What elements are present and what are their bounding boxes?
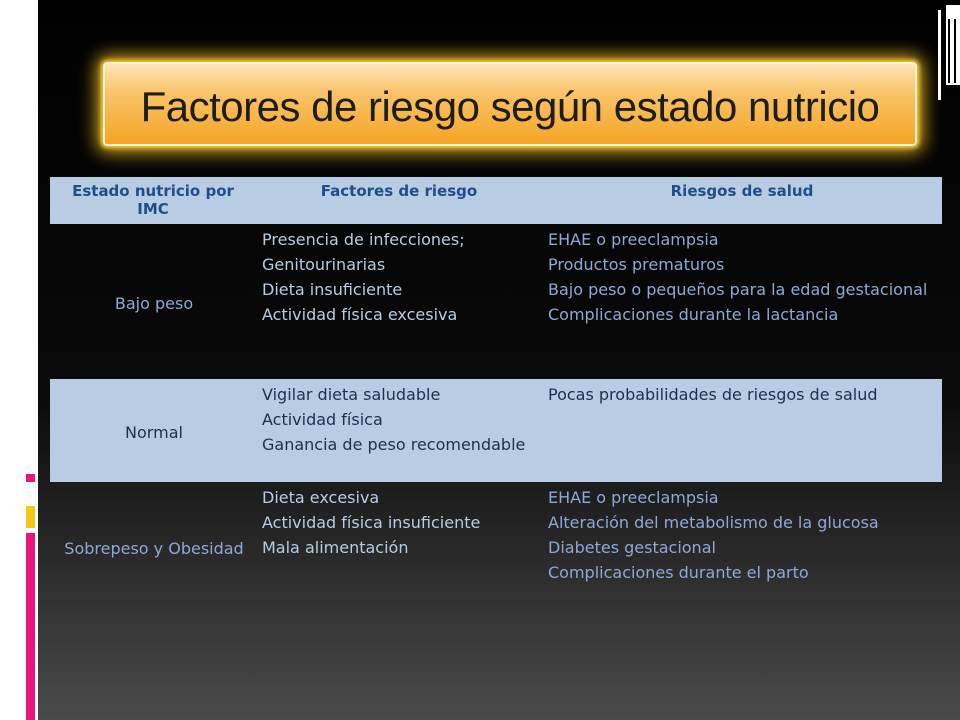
table-row: [50, 379, 942, 482]
risk-item: Alteración del metabolismo de la glucosa: [548, 513, 879, 532]
risk-item: Complicaciones durante la lactancia: [548, 305, 839, 324]
table-row: [50, 482, 942, 612]
cell-estado: Bajo peso: [114, 293, 194, 313]
table-row: [50, 224, 942, 379]
factor-item: Actividad física insuficiente: [262, 513, 481, 532]
risk-item: Diabetes gestacional: [548, 538, 716, 557]
risk-item: Productos prematuros: [548, 255, 725, 274]
cell-riesgos: [542, 379, 942, 482]
risk-item: Pocas probabilidades de riesgos de salud: [548, 385, 878, 404]
risk-item: Complicaciones durante el parto: [548, 563, 809, 582]
cell-estado: Normal: [50, 379, 256, 482]
table-header-row: [50, 177, 942, 224]
factor-item: Dieta insuficiente: [262, 280, 403, 299]
factor-item: Mala alimentación: [262, 538, 409, 557]
factor-item: Actividad física excesiva: [262, 305, 458, 324]
risk-factors-table: [50, 177, 942, 612]
cell-estado: Sobrepeso y Obesidad: [64, 539, 244, 558]
factor-item: Ganancia de peso recomendable: [262, 435, 526, 454]
factor-item: Presencia de infecciones;: [262, 230, 465, 249]
factor-item: Dieta excesiva: [262, 488, 380, 507]
factor-item: Actividad física: [262, 410, 383, 429]
header-estado: Estado nutricio por IMC: [50, 177, 256, 224]
cell-riesgos: [542, 482, 942, 612]
cell-factores: [256, 379, 542, 482]
risk-item: EHAE o preeclampsia: [548, 230, 719, 249]
header-factores: Factores de riesgo: [256, 177, 542, 224]
factor-item: Genitourinarias: [262, 255, 386, 274]
title-banner: [103, 62, 917, 146]
slide-title: Factores de riesgo según estado nutricio: [140, 83, 880, 130]
cell-factores: [256, 224, 542, 379]
risk-item: Bajo peso o pequeños para la edad gestacional: [548, 280, 928, 299]
cell-riesgos: [542, 224, 942, 379]
header-riesgos: Riesgos de salud: [542, 177, 942, 224]
factor-item: Vigilar dieta saludable: [262, 385, 441, 404]
risk-item: EHAE o preeclampsia: [548, 488, 719, 507]
cell-factores: [256, 482, 542, 612]
